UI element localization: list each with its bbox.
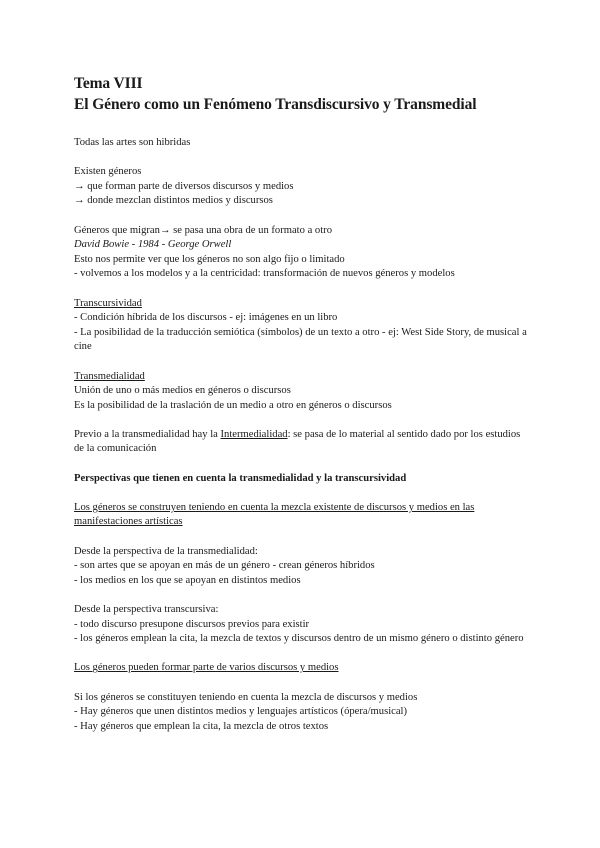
transcursividad-heading: Transcursividad — [74, 297, 142, 309]
genres-exist-item: → que forman parte de diversos discursos y medios — [74, 180, 294, 192]
can-form-part-item: - Hay géneros que unen distintos medios y lenguajes artísticos (ópera/musical) — [74, 706, 408, 718]
intermedialidad-term: Intermedialidad — [220, 428, 288, 440]
transmedialidad-definition: Es la posibilidad de la traslación de un medio a otro en géneros o discursos — [74, 399, 392, 411]
intermedialidad-intro: Previo a la transmedialidad hay la — [74, 428, 221, 440]
document-body — [74, 136, 530, 734]
transcursive-view-heading: Desde la perspectiva transcursiva: — [74, 604, 219, 615]
can-form-part-item: - Hay géneros que emplean la cita, la mezcla de otros textos — [74, 720, 329, 732]
transcursive-view-item: - los géneros emplean la cita, la mezcla de textos y discursos dentro de un mismo género o distinto género — [74, 633, 524, 645]
transcursividad-item: - La posibilidad de la traducción semiótica (símbolos) de un texto a otro - ej: West Side Story, de musical a cine — [74, 326, 527, 353]
intro-line: Todas las artes son hibridas — [74, 137, 191, 148]
transmedialidad-heading: Transmedialidad — [74, 370, 145, 382]
migrating-conclusion: Esto nos permite ver que los géneros no son algo fijo o limitado — [74, 253, 345, 265]
perspectives-statement: Los géneros se construyen teniendo en cuenta la mezcla existente de discursos y medios en las manifestaciones artísticas — [74, 501, 475, 528]
migrating-note: - volvemos a los modelos y a la centricidad: transformación de nuevos géneros y modelos — [74, 268, 455, 280]
genres-exist-heading: Existen géneros — [74, 166, 142, 178]
genres-exist-item: → donde mezclan distintos medios y discursos — [74, 195, 273, 207]
perspectives-heading: Perspectivas que tienen en cuenta la transmedialidad y la transcursividad — [74, 472, 407, 484]
title-topic-name: El Género como un Fenómeno Transdiscursivo y Transmedial — [74, 96, 477, 113]
transmedial-view-heading: Desde la perspectiva de la transmedialidad: — [74, 545, 258, 557]
transcursive-view-item: - todo discurso presupone discursos previos para existir — [74, 618, 310, 630]
intermedialidad-paragraph — [74, 428, 530, 457]
can-form-part-line: Si los géneros se constituyen teniendo en cuenta la mezcla de discursos y medios — [74, 691, 418, 703]
transmedial-view-item: - los medios en los que se apoyan en distintos medios — [74, 574, 301, 586]
transmedial-view-item: - son artes que se apoyan en más de un género - crean géneros híbridos — [74, 560, 375, 572]
migrating-example: David Bowie - 1984 - George Orwell — [74, 239, 232, 251]
document-title — [74, 73, 476, 115]
title-topic-number: Tema VIII — [74, 75, 143, 92]
transcursividad-item: - Condición híbrida de los discursos - ej: imágenes en un libro — [74, 312, 338, 324]
intermedialidad-explanation: : se pasa de lo material al sentido dado por los estudios de la comunicación — [74, 428, 521, 455]
migrating-genres-line: Géneros que migran→ se pasa una obra de un formato a otro — [74, 224, 332, 236]
can-form-part-heading: Los géneros pueden formar parte de varios discursos y medios — [74, 662, 339, 674]
transmedialidad-definition: Unión de uno o más medios en géneros o discursos — [74, 385, 291, 397]
